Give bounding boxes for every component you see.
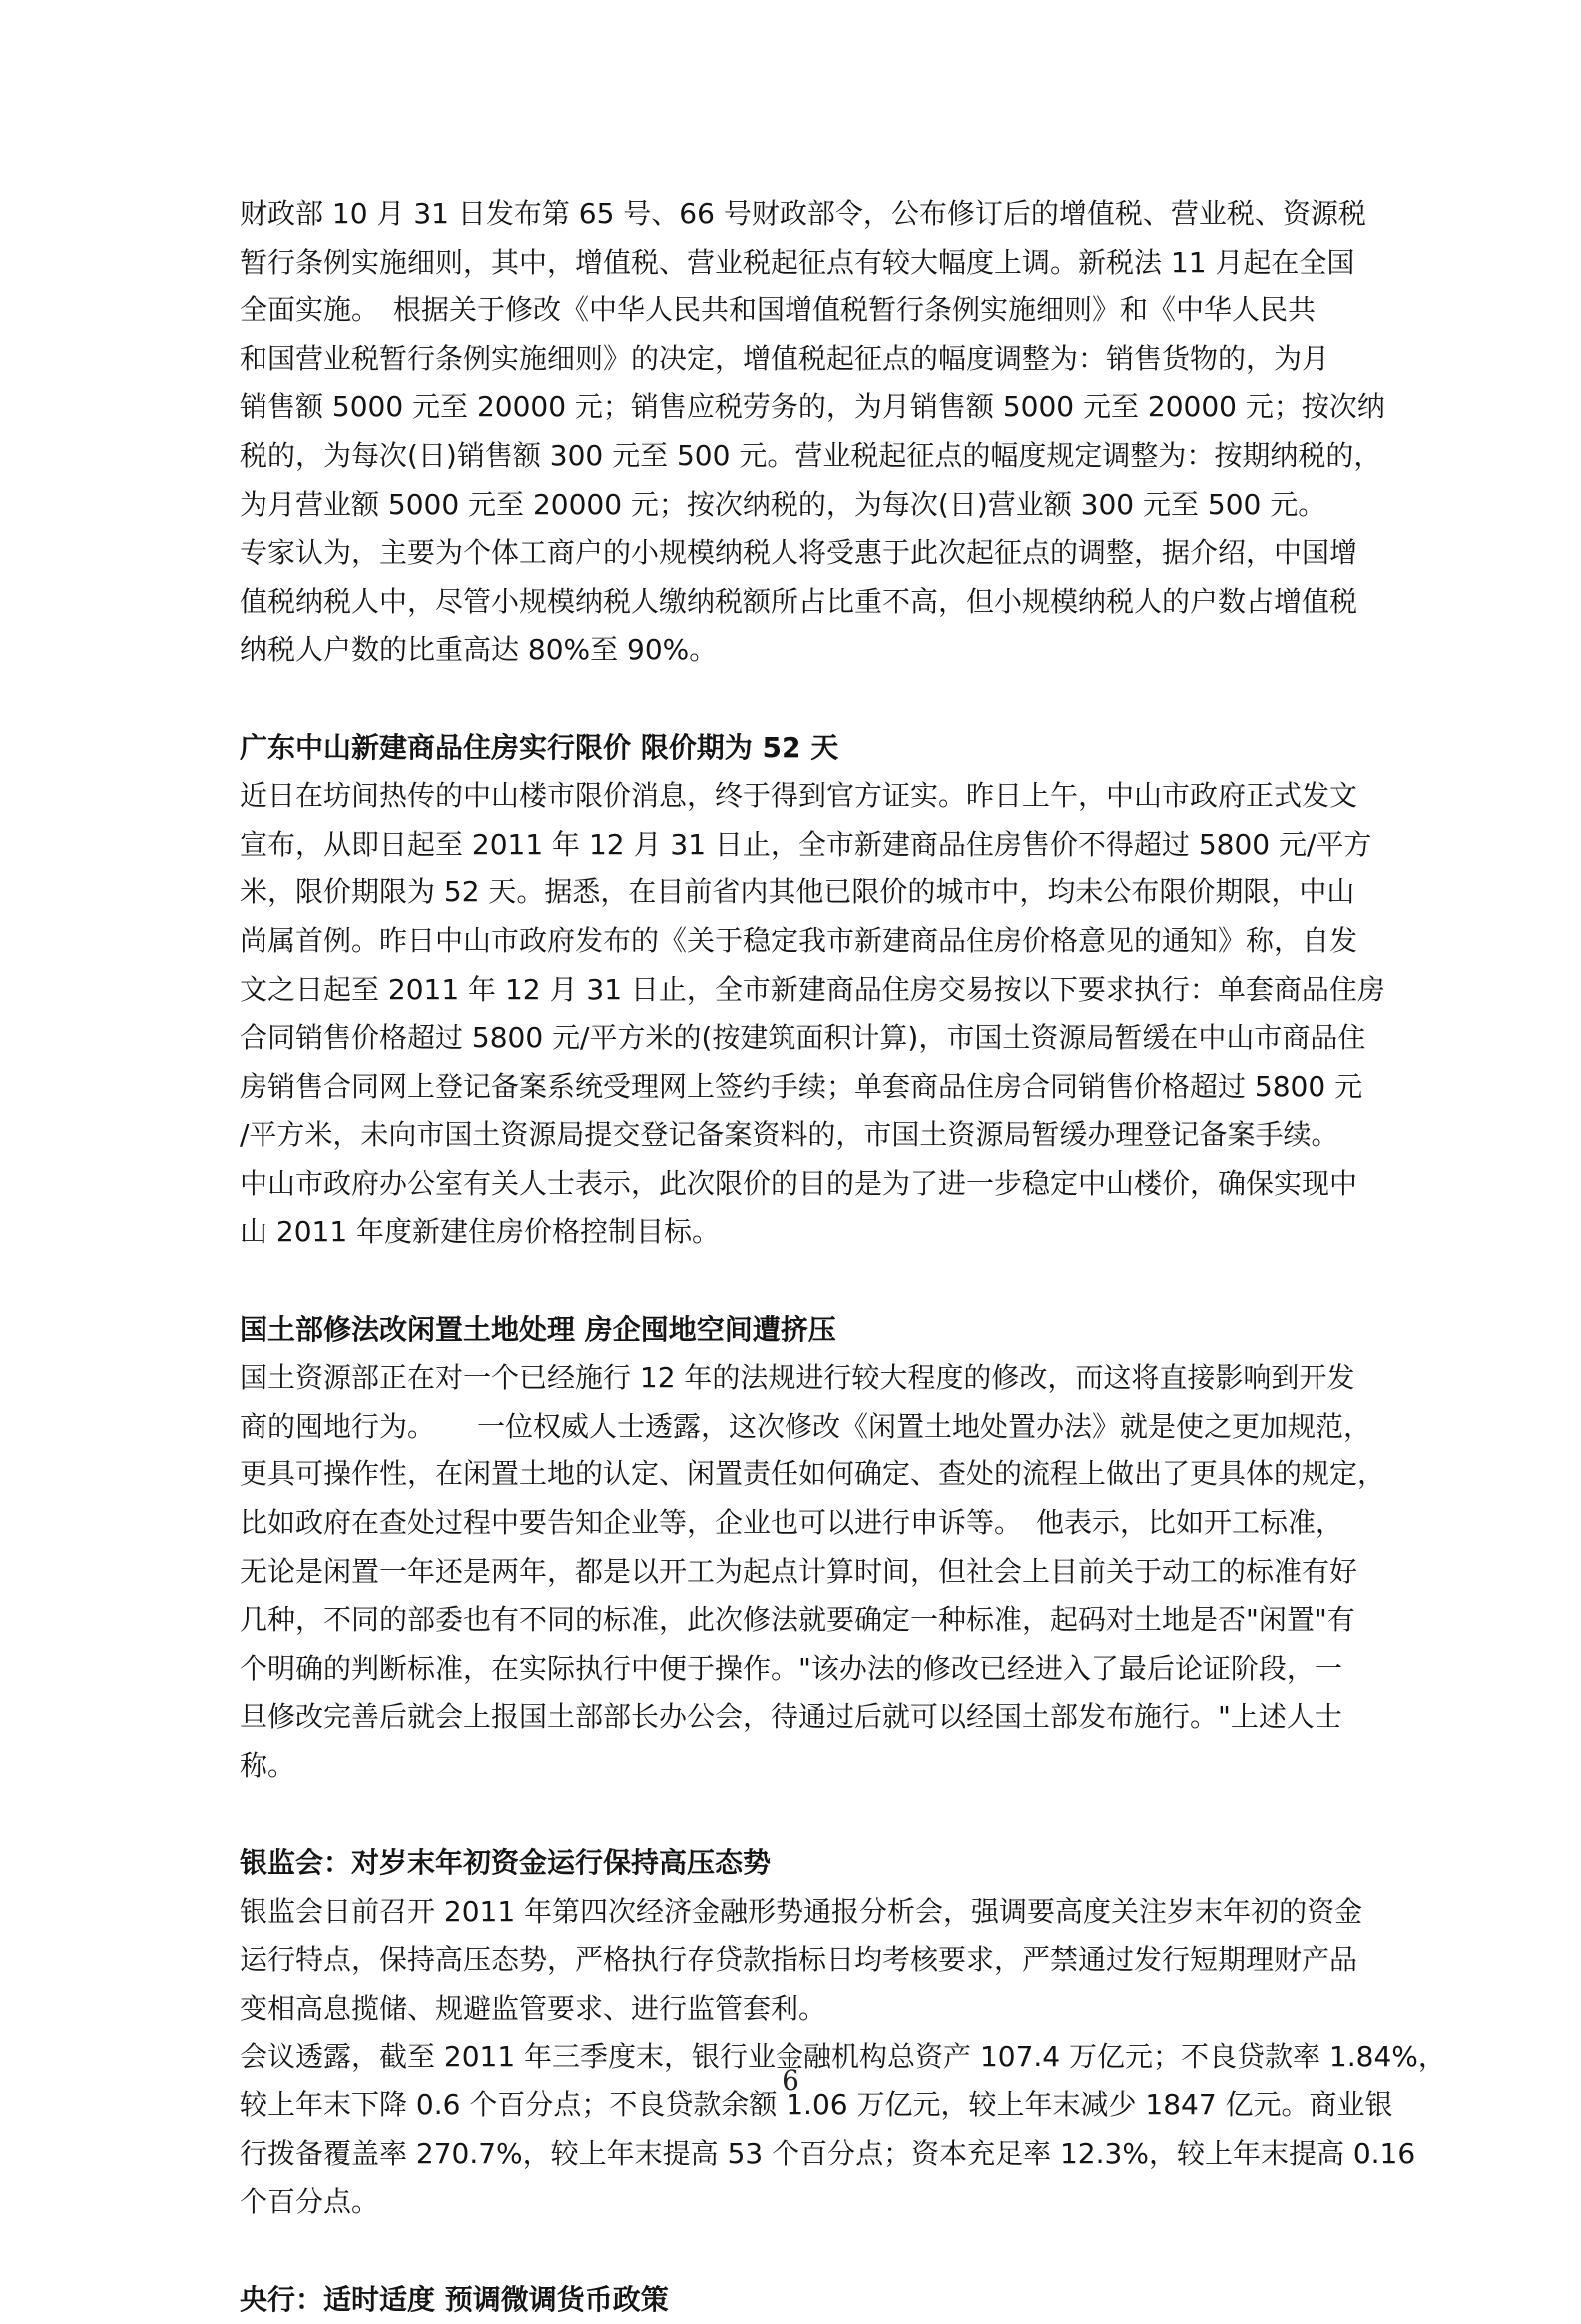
- article-zhongshan-price-limit: [240, 724, 1385, 1258]
- article-heading: 国土部修法改闲置土地处理 房企囤地空间遭挤压: [240, 1312, 836, 1346]
- paragraph-line: 财政部 10 月 31 日发布第 65 号、66 号财政部令，公布修订后的增值税、营业税、资源税: [240, 197, 1366, 230]
- paragraph-line: 个百分点。: [240, 2185, 380, 2219]
- paragraph-line: /平方米，未向市国土资源局提交登记备案资料的，市国土资源局暂缓办理登记备案手续。: [240, 1118, 1339, 1152]
- paragraph-line: 中山市政府办公室有关人士表示，此次限价的目的是为了进一步稳定中山楼价，确保实现中: [240, 1166, 1358, 1200]
- paragraph-line: 行拨备覆盖率 270.7%，较上年末提高 53 个百分点；资本充足率 12.3%，较上年末提高 0.16: [240, 2136, 1416, 2170]
- paragraph-line: 为月营业额 5000 元至 20000 元；按次纳税的，为每次(日)营业额 300 元至 500 元。: [240, 487, 1326, 521]
- paragraph-line: 文之日起至 2011 年 12 月 31 日止，全市新建商品住房交易按以下要求执行：单套商品住房: [240, 972, 1385, 1006]
- page-number: 6: [782, 2064, 799, 2097]
- paragraph-line: 纳税人户数的比重高达 80%至 90%。: [240, 633, 718, 667]
- article-heading: 广东中山新建商品住房实行限价 限价期为 52 天: [240, 730, 839, 764]
- paragraph-line: 尚属首例。昨日中山市政府发布的《关于稳定我市新建商品住房价格意见的通知》称，自发: [240, 923, 1358, 957]
- paragraph-line: 房销售合同网上登记备案系统受理网上签约手续；单套商品住房合同销售价格超过 5800 元: [240, 1069, 1363, 1103]
- article-heading: 银监会：对岁末年初资金运行保持高压态势: [240, 1846, 772, 1880]
- paragraph-line: 宣布，从即日起至 2011 年 12 月 31 日止，全市新建商品住房售价不得超过 5800 元/平方: [240, 827, 1372, 861]
- paragraph-line: 国土资源部正在对一个已经施行 12 年的法规进行较大程度的修改，而这将直接影响到开发: [240, 1361, 1355, 1395]
- paragraph-line: 值税纳税人中，尽管小规模纳税人缴纳税额所占比重不高，但小规模纳税人的户数占增值税: [240, 584, 1358, 618]
- paragraph-line: 销售额 5000 元至 20000 元；销售应税劳务的，为月销售额 5000 元至 20000 元；按次纳: [240, 390, 1385, 424]
- paragraph-line: 旦修改完善后就会上报国土部部长办公会，待通过后就可以经国土部发布施行。"上述人士: [240, 1700, 1342, 1734]
- paragraph-line: 全面实施。 根据关于修改《中华人民共和国增值税暂行条例实施细则》和《中华人民共: [240, 293, 1317, 327]
- paragraph-line: 运行特点，保持高压态势，严格执行存贷款指标日均考核要求，严禁通过发行短期理财产品: [240, 1943, 1358, 1977]
- paragraph-line: 更具可操作性，在闲置土地的认定、闲置责任如何确定、查处的流程上做出了更具体的规定，: [240, 1457, 1386, 1491]
- paragraph-line: 变相高息揽储、规避监管要求、进行监管套利。: [240, 1991, 827, 2025]
- paragraph-line: 商的囤地行为。 一位权威人士透露，这次修改《闲置土地处置办法》就是使之更加规范，: [240, 1409, 1372, 1443]
- paragraph-line: 近日在坊间热传的中山楼市限价消息，终于得到官方证实。昨日上午，中山市政府正式发文: [240, 779, 1358, 813]
- section-spacer: [240, 1791, 1347, 1840]
- paragraph-line: 银监会日前召开 2011 年第四次经济金融形势通报分析会，强调要高度关注岁末年初的资金: [240, 1894, 1363, 1928]
- paragraph-line: 称。: [240, 1749, 296, 1782]
- paragraph-line: 专家认为，主要为个体工商户的小规模纳税人将受惠于此次起征点的调整，据介绍，中国增: [240, 536, 1358, 570]
- section-spacer: [240, 1257, 1347, 1306]
- paragraph-line: 税的，为每次(日)销售额 300 元至 500 元。营业税起征点的幅度规定调整为：按期纳税的，: [240, 438, 1382, 472]
- paragraph-line: 几种，不同的部委也有不同的标准，此次修法就要确定一种标准，起码对土地是否"闲置"有: [240, 1603, 1355, 1637]
- paragraph-line: 个明确的判断标准，在实际执行中便于操作。"该办法的修改已经进入了最后论证阶段，一: [240, 1651, 1342, 1685]
- section-spacer: [240, 2227, 1347, 2276]
- article-idle-land: [240, 1306, 1386, 1791]
- paragraph-line: 无论是闲置一年还是两年，都是以开工为起点计算时间，但社会上目前关于动工的标准有好: [240, 1554, 1358, 1588]
- article-pboc: [240, 2276, 1347, 2324]
- paragraph-line: 较上年末下降 0.6 个百分点；不良贷款余额 1.06 万亿元，较上年末减少 1847 亿元。商业银: [240, 2088, 1393, 2122]
- section-spacer: [240, 675, 1347, 724]
- article-cbrc: [240, 1839, 1446, 2227]
- article-heading: 央行：适时适度 预调微调货币政策: [240, 2282, 669, 2316]
- article-tax: [240, 190, 1385, 675]
- paragraph-line: 会议透露，截至 2011 年三季度末，银行业金融机构总资产 107.4 万亿元；不良贷款率 1.84%，: [240, 2039, 1446, 2073]
- paragraph-line: 暂行条例实施细则，其中，增值税、营业税起征点有较大幅度上调。新税法 11 月起在全国: [240, 245, 1355, 279]
- paragraph-line: 和国营业税暂行条例实施细则》的决定，增值税起征点的幅度调整为：销售货物的，为月: [240, 341, 1330, 375]
- document-body: [240, 190, 1446, 2324]
- paragraph-line: 山 2011 年度新建住房价格控制目标。: [240, 1215, 721, 1249]
- paragraph-line: 合同销售价格超过 5800 元/平方米的(按建筑面积计算)，市国土资源局暂缓在中山市商品住: [240, 1021, 1366, 1055]
- paragraph-line: 比如政府在查处过程中要告知企业等，企业也可以进行申诉等。 他表示，比如开工标准，: [240, 1506, 1344, 1540]
- paragraph-line: 米，限价期限为 52 天。据悉，在目前省内其他已限价的城市中，均未公布限价期限，中山: [240, 875, 1355, 909]
